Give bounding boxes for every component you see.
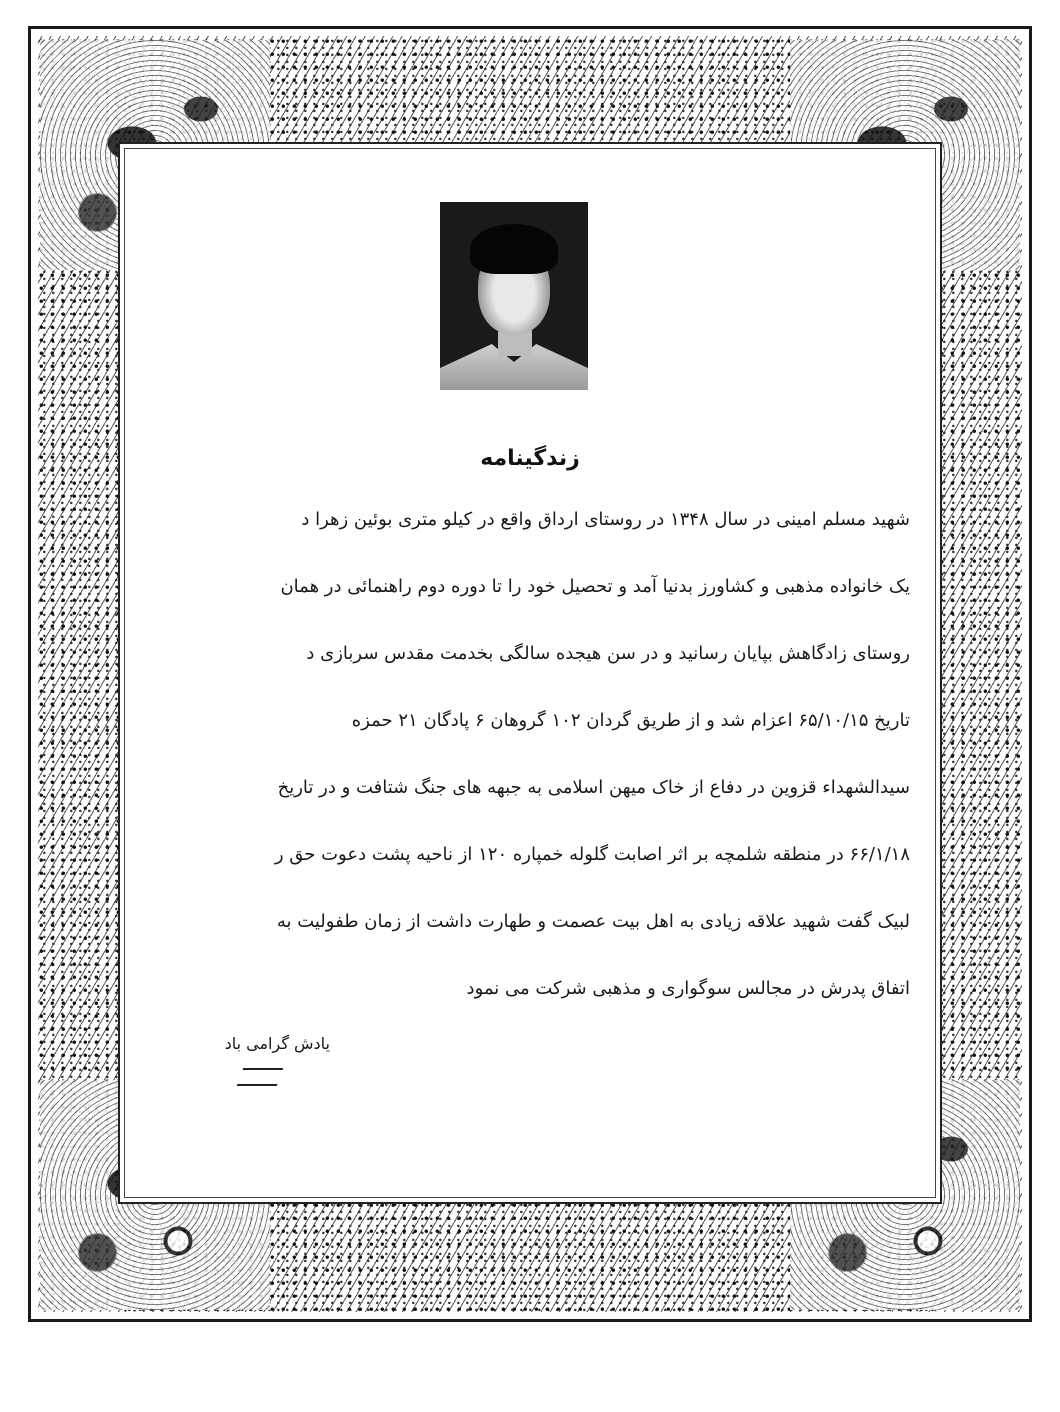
closing-phrase: یادش گرامی باد	[224, 1034, 330, 1053]
portrait-hair	[470, 224, 558, 274]
text-line: سیدالشهداء قزوین در دفاع از خاک میهن اسلامی به جبهه های جنگ شتافت و در تاریخ	[277, 777, 910, 798]
biography-text	[150, 500, 910, 1036]
text-line: شهید مسلم امینی در سال ۱۳۴۸ در روستای ارداق واقع در کیلو متری بوئین زهرا د	[301, 509, 910, 530]
text-line: ۶۶/۱/۱۸ در منطقه شلمچه بر اثر اصابت گلوله خمپاره ۱۲۰ از ناحیه پشت دعوت حق ر	[274, 844, 910, 865]
document-title: زندگینامه	[480, 446, 580, 471]
text-line: یک خانواده مذهبی و کشاورز بدنیا آمد و تحصیل خود را تا دوره دوم راهنمائی در همان	[280, 576, 910, 597]
portrait-photo	[440, 202, 588, 390]
text-line: اتفاق پدرش در مجالس سوگواری و مذهبی شرکت می نمود	[466, 978, 910, 999]
text-line: تاریخ ۶۵/۱۰/۱۵ اعزام شد و از طریق گردان ۱۰۲ گروهان ۶ پادگان ۲۱ حمزه	[351, 710, 910, 731]
text-line: لبیک گفت شهید علاقه زیادی به اهل بیت عصمت و طهارت داشت از زمان طفولیت به	[276, 911, 910, 932]
signature-mark	[237, 1068, 284, 1086]
text-line: روستای زادگاهش بپایان رسانید و در سن هیجده سالگی بخدمت مقدس سربازی د	[306, 643, 910, 664]
